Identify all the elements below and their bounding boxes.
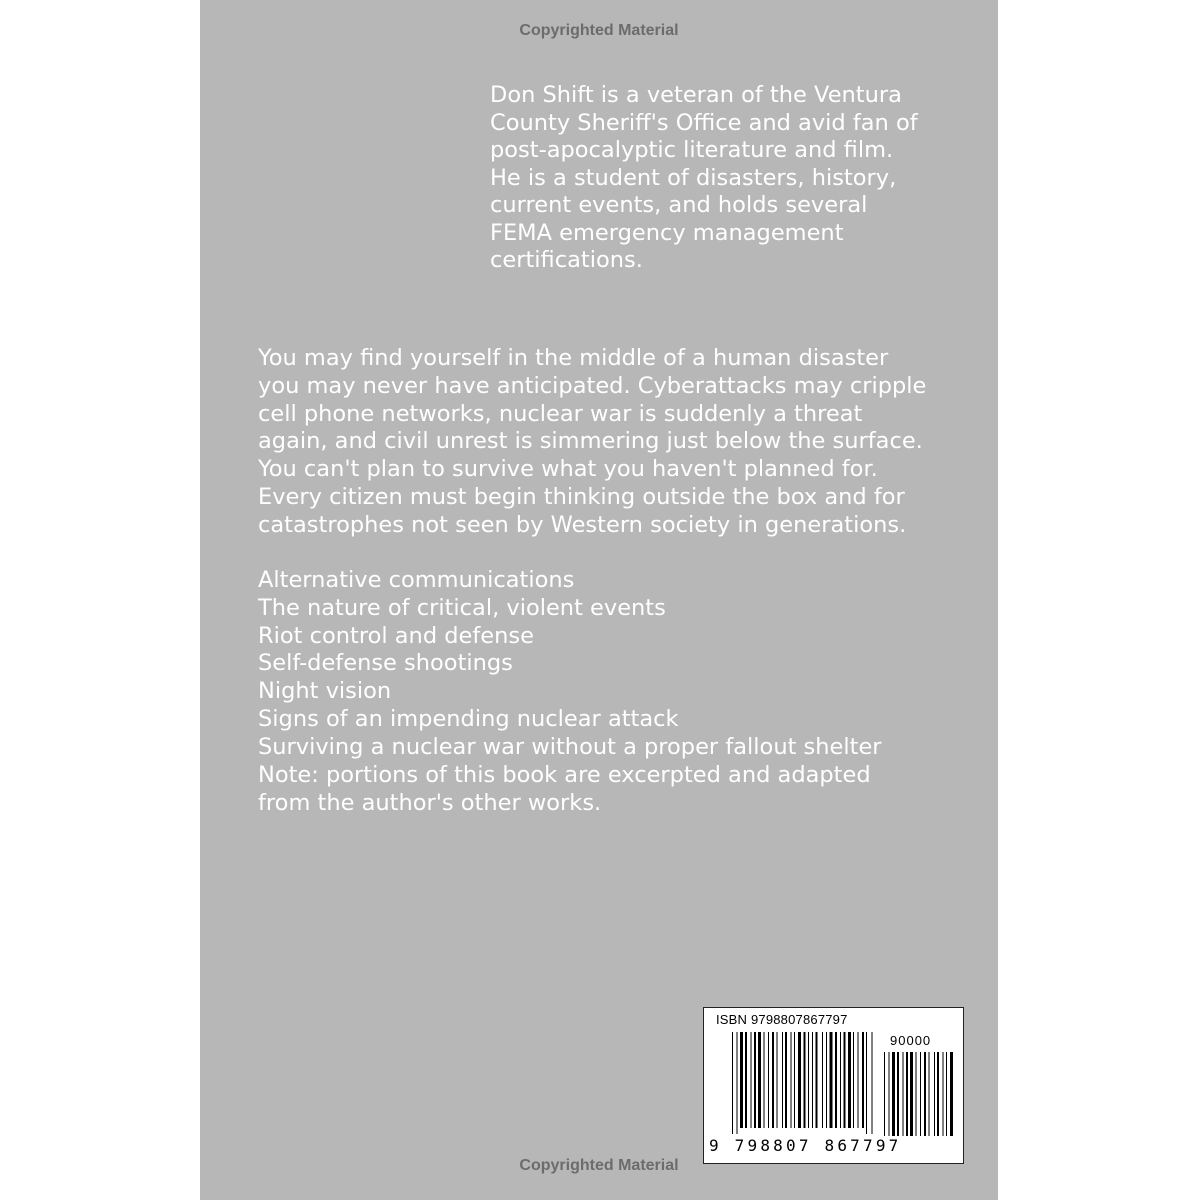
copyright-watermark-bottom: Copyrighted Material — [519, 1157, 679, 1174]
book-blurb: You may find yourself in the middle of a human disaster you may never have anticipated. Cyberattacks may cripple cell phone networks, nuclear war is suddenly a threat again, and civil unrest is simmering just below the surface. You can't plan to survive what you haven't planned for. Every citizen must begin thinking outside the box and for catastrophes not seen by Western society in generations. — [258, 345, 927, 538]
topic-item: Signs of an impending nuclear attack — [258, 705, 679, 732]
topic-list — [258, 567, 978, 762]
barcode-digits: 9 798807 867797 — [709, 1136, 902, 1155]
topic-item: The nature of critical, violent events — [258, 594, 666, 621]
barcode-addon-code: 90000 — [890, 1033, 932, 1048]
topic-item: Riot control and defense — [258, 622, 534, 649]
isbn-barcode-box — [703, 1007, 964, 1164]
topic-item: Self-defense shootings — [258, 650, 513, 677]
topic-item: Night vision — [258, 678, 392, 705]
topic-item: Surviving a nuclear war without a proper fallout shelter — [258, 733, 882, 760]
topic-item: Alternative communications — [258, 567, 575, 593]
author-bio: Don Shift is a veteran of the Ventura County Sheriff's Office and avid fan of post-apocalyptic literature and film. He is a student of disasters, history, current events, and holds several FEMA emergency management certifications. — [490, 82, 918, 273]
excerpt-note: Note: portions of this book are excerpted and adapted from the author's other works. — [258, 762, 871, 816]
copyright-watermark-top: Copyrighted Material — [519, 22, 679, 39]
isbn-label: ISBN 9798807867797 — [716, 1012, 848, 1027]
